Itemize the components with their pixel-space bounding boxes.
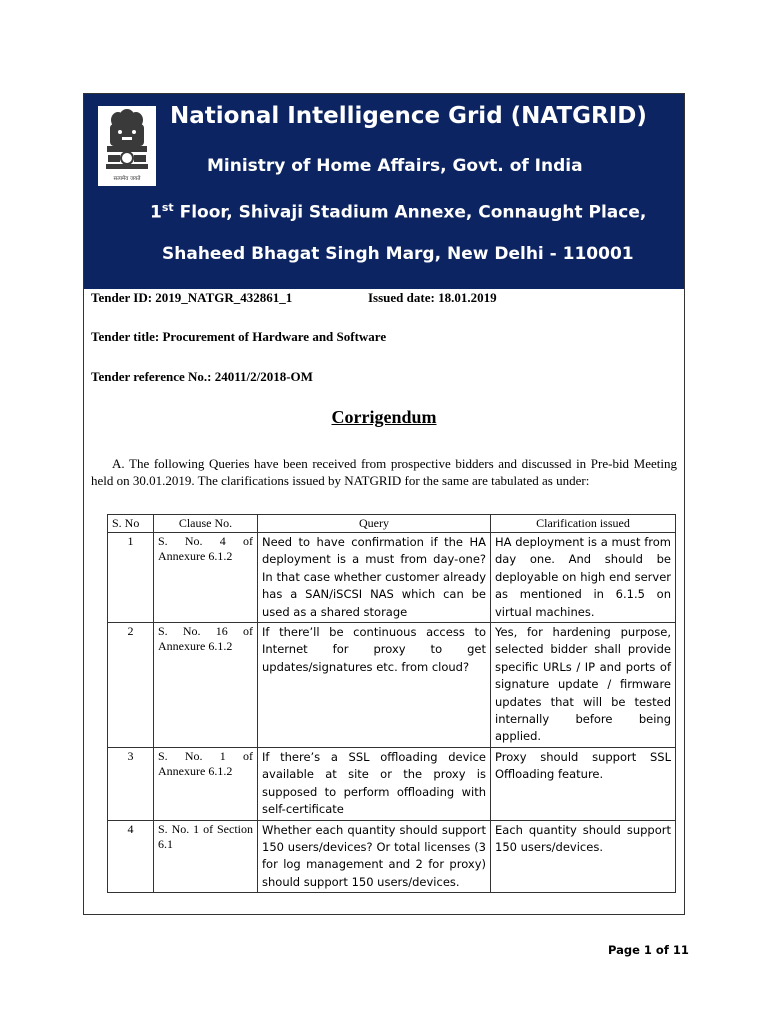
address-line-2: Shaheed Bhagat Singh Marg, New Delhi - 110001 [162,244,634,264]
header-clarification: Clarification issued [491,515,676,533]
org-name: National Intelligence Grid (NATGRID) [170,103,647,129]
row-clause: S. No. 1 of Section 6.1 [154,820,258,893]
emblem-icon [98,106,156,186]
tender-reference: Tender reference No.: 24011/2/2018-OM [91,369,313,384]
tender-id: Tender ID: 2019_NATGR_432861_1 [91,290,293,305]
header-clause: Clause No. [154,515,258,533]
corrigendum-heading: Corrigendum [331,407,437,427]
row-sno: 3 [108,747,154,820]
row-clarification: HA deployment is a must from day one. And should be deployable on high end server as mentioned in 6.1.5 on virtual machines. [491,533,676,623]
header-sno: S. No [108,515,154,533]
page-number: Page 1 of 11 [608,943,689,957]
header-banner [84,94,684,289]
row-query: If there’ll be continuous access to Internet for proxy to get updates/signatures etc. from cloud? [258,623,491,748]
row-sno: 2 [108,623,154,748]
address-line-1-prefix: 1 [150,202,162,223]
query-table [107,514,676,893]
row-clause: S. No. 1 of Annexure 6.1.2 [154,747,258,820]
row-sno: 1 [108,533,154,623]
table-row [108,747,676,820]
table-header-row [108,515,676,533]
table-row [108,623,676,748]
address-line-1-sup: st [161,201,174,214]
row-query: Need to have confirmation if the HA deployment is a must from day-one? In that case whether customer already has a SAN/iSCSI NAS which can be used as a shared storage [258,533,491,623]
table-row [108,533,676,623]
intro-paragraph [91,455,677,489]
intro-text: A. The following Queries have been received from prospective bidders and discussed in Pre-bid Meeting held on 30.01.2019. The clarifications issued by NATGRID for the same are tabulated as under: [91,456,677,488]
national-emblem-logo [98,106,156,186]
ministry-name: Ministry of Home Affairs, Govt. of India [207,156,583,176]
issued-date: Issued date: 18.01.2019 [368,290,497,305]
tender-title: Tender title: Procurement of Hardware and Software [91,329,387,344]
row-clause: S. No. 4 of Annexure 6.1.2 [154,533,258,623]
row-sno: 4 [108,820,154,893]
table-row [108,820,676,893]
address-line-1-rest: Floor, Shivaji Stadium Annexe, Connaught Place, [173,202,647,223]
row-query: Whether each quantity should support 150 users/devices? Or total licenses (3 for log management and 2 for proxy) should support 150 users/devices. [258,820,491,893]
row-clarification: Yes, for hardening purpose, selected bidder shall provide specific URLs / IP and ports of signature update / firmware updates that will be tested internally before being applied. [491,623,676,748]
row-query: If there’s a SSL offloading device available at site or the proxy is supposed to perform offloading with self-certificate [258,747,491,820]
row-clarification: Each quantity should support 150 users/devices. [491,820,676,893]
header-query: Query [258,515,491,533]
document-frame [83,93,685,915]
row-clause: S. No. 16 of Annexure 6.1.2 [154,623,258,748]
emblem-caption: सत्यमेव जयते [113,176,141,182]
address-line-1 [150,201,646,223]
row-clarification: Proxy should support SSL Offloading feature. [491,747,676,820]
